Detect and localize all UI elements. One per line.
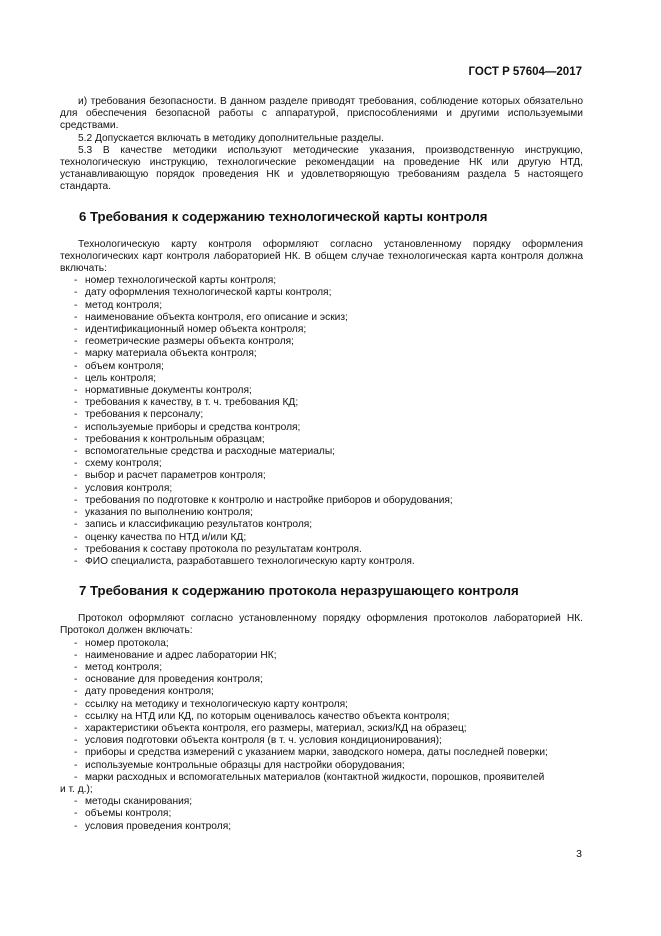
list-dash: - (74, 299, 78, 311)
list-dash: - (74, 747, 78, 759)
list-item (74, 735, 583, 747)
list-item (74, 300, 583, 312)
list-dash: - (74, 494, 78, 506)
list-dash: - (74, 543, 78, 555)
list-dash: - (74, 796, 78, 808)
list-item-text: методы сканирования; (85, 796, 193, 808)
list-dash: - (74, 348, 78, 360)
list-item-text: дату проведения контроля; (85, 686, 214, 698)
list-item-text: метод контроля; (85, 299, 163, 311)
list-item-text: ссылку на НТД или КД, по которым оценивалось качество объекта контроля; (85, 710, 450, 722)
list-item (74, 650, 583, 662)
list-item (74, 397, 583, 409)
list-item-text: условия подготовки объекта контроля (в т. ч. условия кондиционирования); (85, 735, 442, 747)
list-item (74, 674, 583, 686)
list-item (74, 638, 583, 650)
list-item (74, 361, 583, 373)
list-dash: - (74, 446, 78, 458)
list-item (74, 808, 583, 820)
list-dash: - (74, 287, 78, 299)
list-dash: - (74, 686, 78, 698)
list-item (74, 723, 583, 735)
list-item (74, 336, 583, 348)
list-item-text: требования к качеству, в т. ч. требования КД; (85, 397, 299, 409)
list-dash: - (74, 555, 78, 567)
list-item-text: схему контроля; (85, 458, 162, 470)
list-item-text: дату оформления технологической карты контроля; (85, 287, 332, 299)
list-dash: - (74, 735, 78, 747)
list-item-text: требования по подготовке к контролю и настройке приборов и оборудования; (85, 494, 453, 506)
paragraph-5-3: 5.3 В качестве методики используют методические указания, производственную инструкцию, технологическую инструкцию, технологические рекомендации на проведение НК или другую НТД, устанавливающую порядок проведения НК и удовлетворяющую требованиям раздела 5 настоящего стандарта. (60, 144, 583, 193)
list-item (74, 821, 583, 833)
list-item (74, 373, 583, 385)
list-item (74, 409, 583, 421)
list-item-text: объем контроля; (85, 360, 164, 372)
section-6-list (60, 275, 583, 568)
list-item (74, 796, 583, 808)
list-item-text: марки расходных и вспомогательных материалов (контактной жидкости, порошков, проявителей (85, 771, 545, 783)
list-item (74, 422, 583, 434)
list-item (74, 483, 583, 495)
list-dash: - (74, 808, 78, 820)
list-dash: - (74, 519, 78, 531)
list-item-text: требования к персоналу; (85, 409, 204, 421)
list-item (74, 747, 583, 759)
list-dash: - (74, 433, 78, 445)
list-dash: - (74, 409, 78, 421)
list-item-text: наименование и адрес лаборатории НК; (85, 649, 277, 661)
page-number: 3 (576, 848, 582, 860)
list-item (74, 458, 583, 470)
list-item (74, 519, 583, 531)
list-item-continuation: и т. д.); (60, 783, 93, 795)
list-item (74, 772, 583, 784)
list-dash: - (74, 397, 78, 409)
list-dash: - (74, 470, 78, 482)
list-dash: - (74, 698, 78, 710)
list-item-text: требования к составу протокола по результатам контроля. (85, 543, 362, 555)
list-item (74, 662, 583, 674)
list-item-text: запись и классификацию результатов контроля; (85, 519, 313, 531)
list-dash: - (74, 649, 78, 661)
page-content (60, 96, 583, 833)
list-dash: - (74, 482, 78, 494)
list-dash: - (74, 336, 78, 348)
list-dash: - (74, 637, 78, 649)
section-7-intro: Протокол оформляют согласно установленному порядку оформления протоколов лабораторией НК. Протокол должен включать: (60, 613, 583, 637)
list-dash: - (74, 531, 78, 543)
list-item-text: используемые контрольные образцы для настройки оборудования; (85, 759, 405, 771)
list-item (74, 507, 583, 519)
list-dash: - (74, 710, 78, 722)
list-item-text: приборы и средства измерений с указанием марки, заводского номера, даты последней поверки; (85, 747, 548, 759)
list-item-text: объемы контроля; (85, 808, 172, 820)
list-dash: - (74, 771, 78, 783)
list-item-text: метод контроля; (85, 661, 163, 673)
list-item-text: номер технологической карты контроля; (85, 275, 277, 287)
list-item-text: используемые приборы и средства контроля; (85, 421, 301, 433)
list-dash: - (74, 311, 78, 323)
list-item-text: характеристики объекта контроля, его размеры, материал, эскиз/КД на образец; (85, 722, 467, 734)
list-item (74, 385, 583, 397)
list-item (74, 312, 583, 324)
list-item (74, 275, 583, 287)
list-item-text: ссылку на методику и технологическую карту контроля; (85, 698, 348, 710)
list-dash: - (74, 722, 78, 734)
list-dash: - (74, 421, 78, 433)
list-item-text: идентификационный номер объекта контроля; (85, 324, 307, 336)
list-item-text: нормативные документы контроля; (85, 385, 252, 397)
list-item (74, 760, 583, 772)
list-item (74, 686, 583, 698)
list-item (74, 532, 583, 544)
list-dash: - (74, 507, 78, 519)
list-item (74, 711, 583, 723)
list-item-text: цель контроля; (85, 372, 157, 384)
section-6-intro: Технологическую карту контроля оформляют согласно установленному порядку оформления технологических карт контроля лабораторией НК. В общем случае технологическая карта контроля должна включать: (60, 238, 583, 275)
list-item (74, 434, 583, 446)
list-dash: - (74, 458, 78, 470)
list-item (74, 470, 583, 482)
list-item-text: основание для проведения контроля; (85, 674, 263, 686)
list-item-text: выбор и расчет параметров контроля; (85, 470, 266, 482)
list-item (74, 544, 583, 556)
list-item-text: номер протокола; (85, 637, 169, 649)
list-dash: - (74, 275, 78, 287)
list-item-text: наименование объекта контроля, его описание и эскиз; (85, 311, 348, 323)
document-standard-id: ГОСТ Р 57604—2017 (468, 66, 582, 78)
list-item (74, 495, 583, 507)
list-dash: - (74, 661, 78, 673)
list-item-text: оценку качества по НТД и/или КД; (85, 531, 247, 543)
paragraph-5-2: 5.2 Допускается включать в методику дополнительные разделы. (78, 132, 384, 144)
list-item-text: требования к контрольным образцам; (85, 433, 265, 445)
list-item (74, 348, 583, 360)
list-item (74, 699, 583, 711)
list-dash: - (74, 324, 78, 336)
list-item-text: марку материала объекта контроля; (85, 348, 257, 360)
list-dash: - (74, 372, 78, 384)
list-item (74, 287, 583, 299)
list-item (74, 556, 583, 568)
list-dash: - (74, 759, 78, 771)
list-dash: - (74, 674, 78, 686)
section-6-heading: 6 Требования к содержанию технологической карты контроля (79, 208, 488, 224)
list-item-text: вспомогательные средства и расходные материалы; (85, 446, 335, 458)
paragraph-safety-requirements: и) требования безопасности. В данном разделе приводят требования, соблюдение которых обязательно для обеспечения безопасной работы с аппаратурой, приспособлениями и другими используемыми средствами. (60, 96, 583, 132)
list-dash: - (74, 360, 78, 372)
list-item (74, 324, 583, 336)
list-dash: - (74, 820, 78, 832)
list-item-text: указания по выполнению контроля; (85, 507, 253, 519)
list-item (74, 446, 583, 458)
section-7-list (60, 638, 583, 833)
list-dash: - (74, 385, 78, 397)
list-item-text: геометрические размеры объекта контроля; (85, 336, 295, 348)
section-7-heading: 7 Требования к содержанию протокола неразрушающего контроля (79, 583, 519, 599)
list-item-text: условия проведения контроля; (85, 820, 232, 832)
list-item-text: условия контроля; (85, 482, 173, 494)
list-item-text: ФИО специалиста, разработавшего технологическую карту контроля. (85, 555, 415, 567)
